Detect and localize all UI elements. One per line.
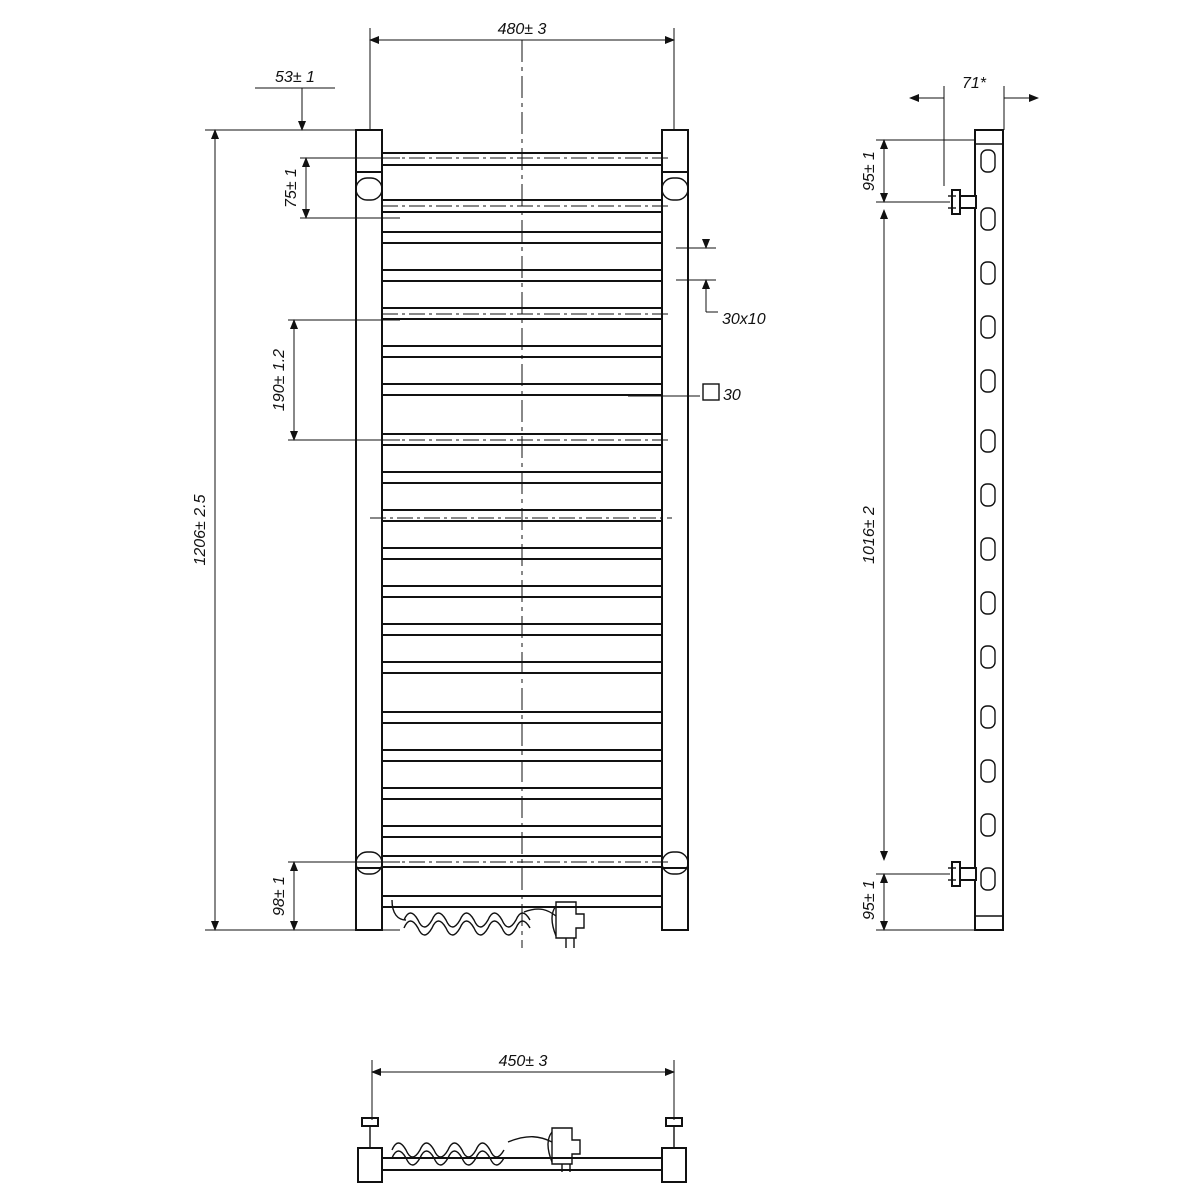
square-symbol-box xyxy=(703,384,719,400)
right-top-cap xyxy=(662,130,688,172)
dim-rung-pitch: 190± 1.2 xyxy=(271,348,288,412)
dim-side-depth: 71* xyxy=(961,75,987,92)
front-view xyxy=(192,21,766,948)
dim-side-top-bracket: 95± 1 xyxy=(861,151,878,191)
top-view-left-post xyxy=(358,1148,382,1182)
side-bracket-lower xyxy=(948,862,976,886)
side-profile xyxy=(975,130,1003,930)
side-view xyxy=(861,75,1038,930)
left-post xyxy=(356,130,382,930)
left-bottom-cap xyxy=(356,868,382,930)
left-top-cap xyxy=(356,130,382,172)
dim-front-width: 480± 3 xyxy=(497,21,547,38)
top-view-left-bracket xyxy=(362,1118,378,1126)
dim-side-bottom-bracket: 95± 1 xyxy=(861,880,878,920)
dim-bottom-offset: 98± 1 xyxy=(271,876,288,916)
dim-tube-rect: 30x10 xyxy=(722,311,766,328)
top-view-rail xyxy=(382,1158,662,1170)
dim-tube-square: 30 xyxy=(723,387,741,404)
dim-front-height: 1206± 2.5 xyxy=(192,494,209,566)
dim-top-offset: 53± 1 xyxy=(275,69,315,86)
side-bracket-upper xyxy=(948,190,976,214)
dim-top-view-width: 450± 3 xyxy=(498,1053,548,1070)
dim-top-bracket: 75± 1 xyxy=(283,168,300,208)
dim-side-span: 1016± 2 xyxy=(861,506,878,564)
top-view-right-post xyxy=(662,1148,686,1182)
right-bottom-cap xyxy=(662,868,688,930)
right-post xyxy=(662,130,688,930)
top-view xyxy=(358,1053,686,1182)
